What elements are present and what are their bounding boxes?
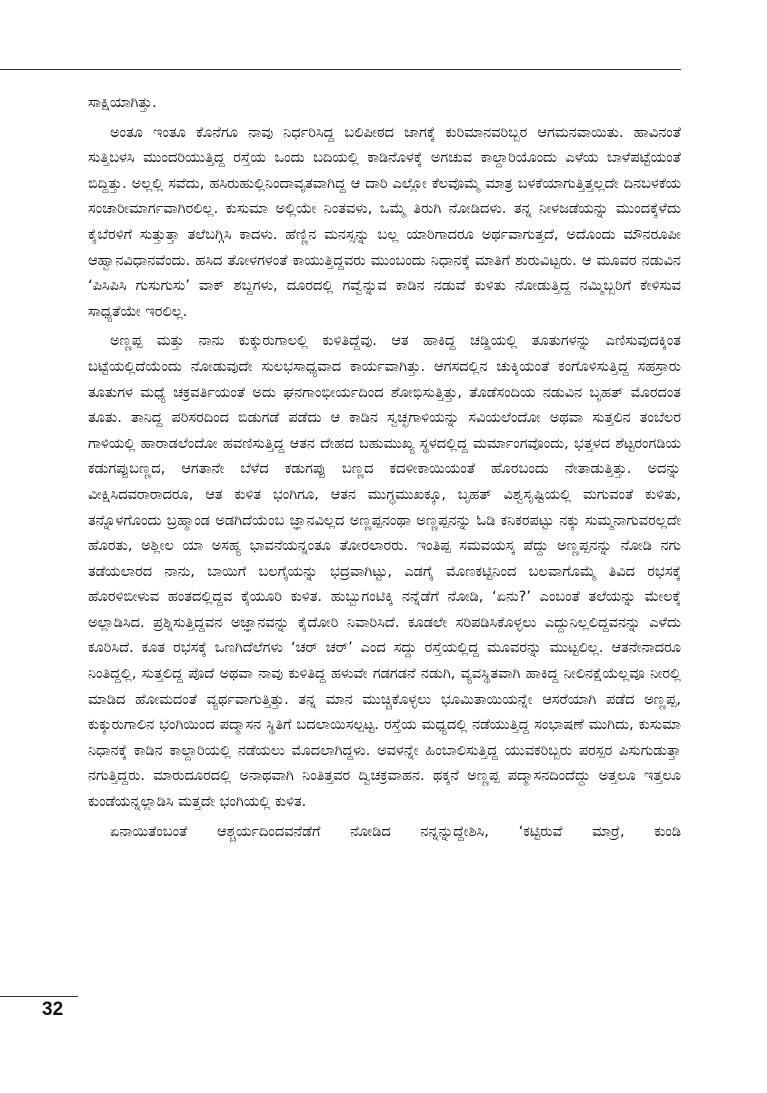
header-rule (0, 69, 681, 70)
paragraph: ಅಂತೂ ಇಂತೂ ಕೊನೆಗೂ ನಾವು ನಿರ್ಧರಿಸಿದ್ದ ಬಲಿಪೀಠದ ಜಾಗಕ್ಕೆ ಕುರಿಮಾನವರಿಬ್ಬರ ಆಗಮನವಾಯಿತು. ಹಾವಿನಂತೆ ಸುತ್ತಿಬಳಸಿ ಮುಂದರಿಯುತ್ತಿದ್ದ ರಸ್ತೆಯ ಒಂದು ಬದಿಯಲ್ಲಿ ಕಾಡಿನೊಳಕ್ಕೆ ಅಗಚುವ ಕಾಲ್ದಾರಿಯೊಂದು ಎಳೆಯ ಬಾಳೆಪಟ್ಟೆಯಂತೆ ಬಿದ್ದಿತ್ತು. ಅಲ್ಲಲ್ಲಿ ಸವೆದು, ಹಸಿರುಹುಲ್ಲಿನಿಂದಾವೃತವಾಗಿದ್ದ ಆ ದಾರಿ ಎಲ್ಲೋ ಕೆಲವೊಮ್ಮೆ ಮಾತ್ರ ಬಳಕೆಯಾಗುತ್ತಿತ್ತಲ್ಲದೇ ದಿನಬಳಕೆಯ ಸಂಚಾರೀಮಾರ್ಗವಾಗಿರಲಿಲ್ಲ. ಕುಸುಮಾ ಅಲ್ಲಿಯೇ ನಿಂತವಳು, ಒಮ್ಮೆ ತಿರುಗಿ ನೋಡಿದಳು. ತನ್ನ ನೀಳಜಡೆಯನ್ನು ಮುಂದಕ್ಕೆಳೆದು ಕೈಬೆರಳಿಗೆ ಸುತ್ತುತ್ತಾ ತಲೆಬಗ್ಗಿಸಿ ಕಾದಳು. ಹೆಣ್ಣಿನ ಮನಸ್ಸನ್ನು ಬಲ್ಲ ಯಾರಿಗಾದರೂ ಅರ್ಥವಾಗುತ್ತದೆ, ಅದೊಂದು ಮೌನರೂಪೀ ಆಹ್ವಾನವಿಧಾನವೆಂದು. ಹಸಿದ ತೋಳಗಳಂತೆ ಕಾಯುತ್ತಿದ್ದವರು ಮುಂಬಂದು ನಿಧಾನಕ್ಕೆ ಮಾತಿಗೆ ಶುರುವಿಟ್ಟರು. ಆ ಮೂವರ ನಡುವಿನ ‘ಪಿಸಿಪಿಸಿ ಗುಸುಗುಸು’ ವಾಕ್ ಶಬ್ದಗಳು, ದೂರದಲ್ಲಿ ಗವ್ವೆನ್ನುವ ಕಾಡಿನ ನಡುವೆ ಕುಳಿತು ನೋಡುತ್ತಿದ್ದ ನಮ್ಮಿಬ್ಬರಿಗೆ ಕೇಳಿಸುವ ಸಾಧ್ಯತೆಯೇ ಇರಲಿಲ್ಲ. (88, 124, 681, 320)
page-body (88, 91, 681, 845)
footer-rule (0, 996, 78, 997)
paragraph: ಅಣ್ಣಪ್ಪ ಮತ್ತು ನಾನು ಕುಕ್ಕುರುಗಾಲಲ್ಲಿ ಕುಳಿತಿದ್ದೆವು. ಆತ ಹಾಕಿದ್ದ ಚಡ್ಡಿಯಲ್ಲಿ ತೂತುಗಳನ್ನು ಎಣಿಸುವುದಕ್ಕಿಂತ ಬಟ್ಟೆಯಲ್ಲಿದೆಯೆಂದು ನೋಡುವುದೇ ಸುಲಭಸಾಧ್ಯವಾದ ಕಾರ್ಯವಾಗಿತ್ತು. ಆಗಸದಲ್ಲಿನ ಚುಕ್ಕಿಯಂತೆ ಕಂಗೊಳಿಸುತ್ತಿದ್ದ ಸಹಸ್ರಾರು ತೂತುಗಳ ಮಧ್ಯೆ ಚಕ್ರವರ್ತಿಯಂತೆ ಅದು ಘನಗಾಂಭೀರ್ಯದಿಂದ ಶೋಭಿಸುತ್ತಿತ್ತು, ತೊಡೆಸಂದಿಯ ನಡುವಿನ ಬೃಹತ್ ಮೊರದಂತ ತೂತು. ತಾನಿದ್ದ ಪರಿಸರದಿಂದ ಬಿಡುಗಡೆ ಪಡೆದು ಆ ಕಾಡಿನ ಸ್ವಚ್ಛಗಾಳಿಯನ್ನು ಸವಿಯಲೆಂದೋ ಅಥವಾ ಸುತ್ತಲಿನ ತಂಬೆಲರ ಗಾಳಿಯಲ್ಲಿ ಹಾರಾಡಲೆಂದೋ ಹವಣಿಸುತ್ತಿದ್ದ ಆತನ ದೇಹದ ಬಹುಮುಖ್ಯ ಸ್ಥಳದಲ್ಲಿದ್ದ ಮರ್ಮಾಂಗವೊಂದು, ಭತ್ತಳದ ಶೆಟ್ಟರಂಗಡಿಯ ಕಡುಗಪ್ಪುಬಣ್ಣದ, ಆಗತಾನೇ ಬೆಳೆದ ಕಡುಗಪ್ಪು ಬಣ್ಣದ ಕದಳೀಕಾಯಿಯಂತೆ ಹೊರಬಂದು ನೇತಾಡುತ್ತಿತ್ತು. ಅದನ್ನು ವೀಕ್ಷಿಸಿದವರಾರಾದರೂ, ಆತ ಕುಳಿತ ಭಂಗಿಗೂ, ಆತನ ಮುಗ್ಧಮುಖಕ್ಕೂ, ಬೃಹತ್ ವಿಶ್ವಸೃಷ್ಟಿಯಲ್ಲಿ ಮಗುವಂತೆ ಕುಳಿತು, ತನ್ನೊಳಗೊಂದು ಬ್ರಹ್ಮಾಂಡ ಅಡಗಿದೆಯೆಂಬ ಜ್ಞಾನವಿಲ್ಲದ ಅಣ್ಣಪ್ಪನಂಥಾ ಅಣ್ಣಪ್ಪನನ್ನು ಓಡಿ ಕನಿಕರಪಟ್ಟು ನಕ್ಕು ಸುಮ್ಮನಾಗುವರಲ್ಲದೇ ಹೊರತು, ಅಶ್ಲೀಲ ಯಾ ಅಸಹ್ಯ ಭಾವನೆಯನ್ನಂತೂ ತೋರಲಾರರು. ಇಂತಿಪ್ಪ ಸಮವಯಸ್ಕ ಪೆದ್ದು ಅಣ್ಣಪ್ಪನನ್ನು ನೋಡಿ ನಗು ತಡೆಯಲಾರದ ನಾನು, ಬಾಯಿಗೆ ಬಲಗೈಯನ್ನು ಭದ್ರವಾಗಿಟ್ಟು, ಎಡಗೈ ಮೊಣಕಟ್ಟಿನಿಂದ ಬಲವಾಗೊಮ್ಮೆ ತಿವಿದ ರಭಸಕ್ಕೆ ಹೊರಳಿಬೀಳುವ ಹಂತದಲ್ಲಿದ್ದವ ಕೈಯೂರಿ ಕುಳಿತ. ಹುಬ್ಬುಗಂಟಿಕ್ಕಿ ನನ್ನೆಡೆಗೆ ನೋಡಿ, ‘ಏನು?’ ಎಂಬಂತೆ ತಲೆಯನ್ನು ಮೇಲಕ್ಕೆ ಅಲ್ಲಾಡಿಸಿದ. ಪ್ರಶ್ನಿಸುತ್ತಿದ್ದವನ ಅಜ್ಞಾನವನ್ನು ಕೈದೋರಿ ನಿವಾರಿಸಿದೆ. ಕೂಡಲೇ ಸರಿಪಡಿಸಿಕೊಳ್ಳಲು ಎದ್ದುನಿಲ್ಲಲಿದ್ದವನನ್ನು ಎಳೆದು ಕೂರಿಸಿದೆ. ಕೂತ ರಭಸಕ್ಕೆ ಒಣಗಿದೆಲೆಗಳು ‘ಚರ್ ಚರ್’ ಎಂದ ಸದ್ದು ರಸ್ತೆಯಲ್ಲಿದ್ದ ಮೂವರನ್ನು ಮುಟ್ಟಲಿಲ್ಲ. ಆತನೇನಾದರೂ ನಿಂತಿದ್ದಲ್ಲಿ, ಸುತ್ತಲಿದ್ದ ಪೊದೆ ಅಥವಾ ನಾವು ಕುಳಿತಿದ್ದ ಹಳುವೇ ಗಡಗಡನೆ ನಡುಗಿ, ವ್ಯವಸ್ಥಿತವಾಗಿ ಹಾಕಿದ್ದ ನೀಲಿನಕ್ಷೆಯೆಲ್ಲವೂ ನೀರಲ್ಲಿ ಮಾಡಿದ ಹೋಮದಂತೆ ವ್ಯರ್ಥವಾಗುತ್ತಿತ್ತು. ತನ್ನ ಮಾನ ಮುಚ್ಚಿಕೊಳ್ಳಲು ಭೂಮಿತಾಯಿಯನ್ನೇ ಆಸರೆಯಾಗಿ ಪಡೆದ ಅಣ್ಣಪ್ಪ, ಕುಕ್ಕುರುಗಾಲಿನ ಭಂಗಿಯಿಂದ ಪದ್ಮಾಸನ ಸ್ಥಿತಿಗೆ ಬದಲಾಯಿಸಲ್ಪಟ್ಟ. ರಸ್ತೆಯ ಮಧ್ಯದಲ್ಲಿ ನಡೆಯುತ್ತಿದ್ದ ಸಂಭಾಷಣೆ ಮುಗಿದು, ಕುಸುಮಾ ನಿಧಾನಕ್ಕೆ ಕಾಡಿನ ಕಾಲ್ದಾರಿಯಲ್ಲಿ ನಡೆಯಲು ಮೊದಲಾಗಿದ್ದಳು. ಅವಳನ್ನೇ ಹಿಂಬಾಲಿಸುತ್ತಿದ್ದ ಯುವಕರಿಬ್ಬರು ಪರಸ್ಪರ ಪಿಸುಗುಡುತ್ತಾ ನಗುತ್ತಿದ್ದರು. ಮಾರುದೂರದಲ್ಲಿ ಅನಾಥವಾಗಿ ನಿಂತಿತ್ತವರ ದ್ವಿಚಕ್ರವಾಹನ. ಥಕ್ಕನೆ ಅಣ್ಣಪ್ಪ ಪದ್ಮಾಸನದಿಂದೆದ್ದು ಅತ್ತಲೂ ಇತ್ತಲೂ ಕುಂಡೆಯನ್ನಲ್ಲಾಡಿಸಿ ಮತ್ತದೇ ಭಂಗಿಯಲ್ಲಿ ಕುಳಿತ. (88, 333, 681, 811)
page-number: 32 (42, 999, 64, 1020)
paragraph-continues: ಏನಾಯಿತೆಂಬಂತೆ ಆಶ್ಚರ್ಯದಿಂದವನೆಡೆಗೆ ನೋಡಿದ ನನ್ನನ್ನುದ್ದೇಶಿಸಿ, ‘ಕಟ್ಟಿರುವೆ ಮಾರ್ರೆ, ಕುಂಡಿ (110, 823, 681, 840)
paragraph-continued: ಸಾಕ್ಷಿಯಾಗಿತ್ತು. (88, 95, 157, 111)
